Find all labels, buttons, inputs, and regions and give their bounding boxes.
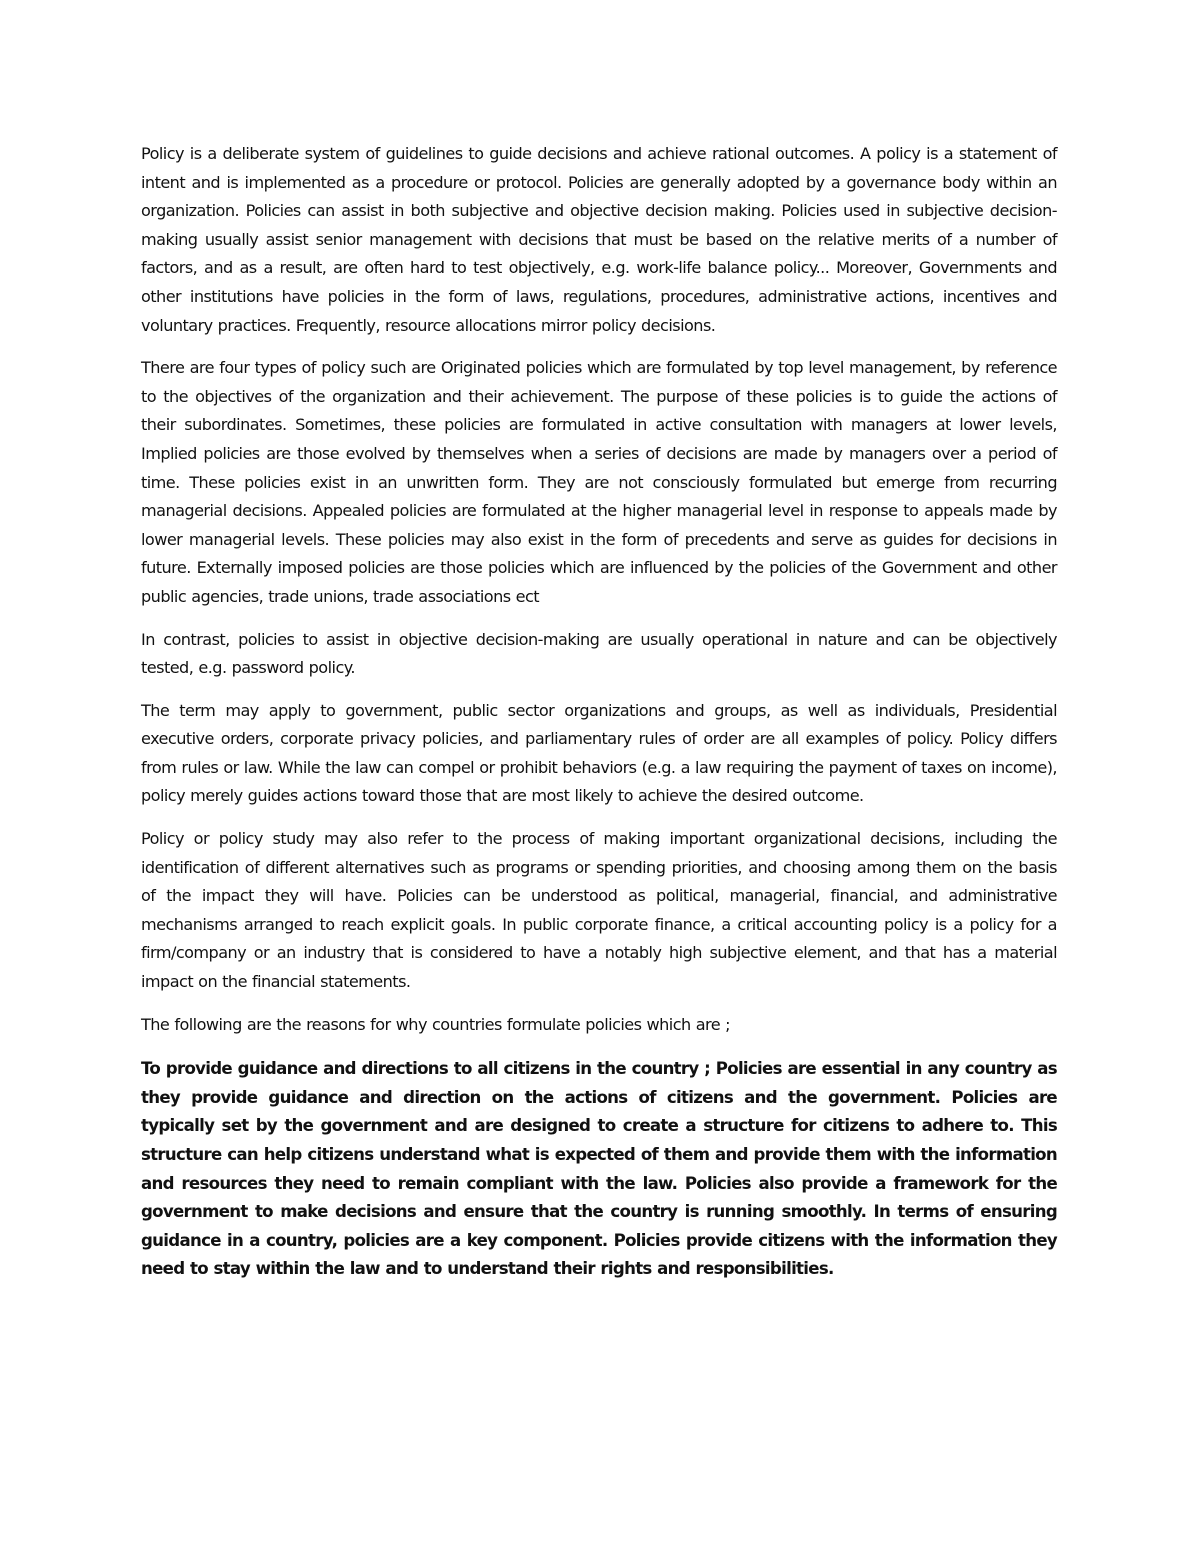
paragraph-policy-definition: Policy is a deliberate system of guidelines to guide decisions and achieve rational outcomes. A policy is a statement of intent and is implemented as a procedure or protocol. Policies are generally adopted by a governance body within an organization. Policies can assist in both subjective and objective decision making. Policies used in subjective decision-making usually assist senior management with decisions that must be based on the relative merits of a number of factors, and as a result, are often hard to test objectively, e.g. work-life balance policy... Moreover, Governments and other institutions have policies in the form of laws, regulations, procedures, administrative actions, incentives and voluntary practices. Frequently, resource allocations mirror policy decisions. <box>141 144 1057 335</box>
paragraph-policy-study: Policy or policy study may also refer to the process of making important organizational decisions, including the identification of different alternatives such as programs or spending priorities, and choosing among them on the basis of the impact they will have. Policies can be understood as political, managerial, financial, and administrative mechanisms arranged to reach explicit goals. In public corporate finance, a critical accounting policy is a policy for a firm/company or an industry that is considered to have a notably high subjective element, and that has a material impact on the financial statements. <box>141 829 1057 992</box>
paragraph-policy-types: There are four types of policy such are Originated policies which are formulated by top level management, by reference to the objectives of the organization and their achievement. The purpose of these policies is to guide the actions of their subordinates. Sometimes, these policies are formulated in active consultation with managers at lower levels, Implied policies are those evolved by themselves when a series of decisions are made by managers over a period of time. These policies exist in an unwritten form. They are not consciously formulated but emerge from recurring managerial decisions. Appealed policies are formulated at the higher managerial level in response to appeals made by lower managerial levels. These policies may also exist in the form of precedents and serve as guides for decisions in future. Externally imposed policies are those policies which are influenced by the policies of the Government and other public agencies, trade unions, trade associations ect <box>141 358 1057 606</box>
paragraph-term-application: The term may apply to government, public sector organizations and groups, as well as individuals, Presidential executive orders, corporate privacy policies, and parliamentary rules of order are all examples of policy. Policy differs from rules or law. While the law can compel or prohibit behaviors (e.g. a law requiring the payment of taxes on income), policy merely guides actions toward those that are most likely to achieve the desired outcome. <box>141 700 1057 806</box>
paragraph-objective-decision: In contrast, policies to assist in objective decision-making are usually operational in nature and can be objectively tested, e.g. password policy. <box>141 629 1057 678</box>
paragraph-guidance-reason: To provide guidance and directions to all citizens in the country ; Policies are essential in any country as they provide guidance and direction on the actions of citizens and the government. Policies are typically set by the government and are designed to create a structure for citizens to adhere to. This structure can help citizens understand what is expected of them and provide them with the information and resources they need to remain compliant with the law. Policies also provide a framework for the government to make decisions and ensure that the country is running smoothly. In terms of ensuring guidance in a country, policies are a key component. Policies provide citizens with the information they need to stay within the law and to understand their rights and responsibilities. <box>141 1059 1057 1279</box>
paragraph-reasons-intro: The following are the reasons for why countries formulate policies which are ; <box>141 1014 731 1034</box>
document-page <box>141 140 1057 1298</box>
